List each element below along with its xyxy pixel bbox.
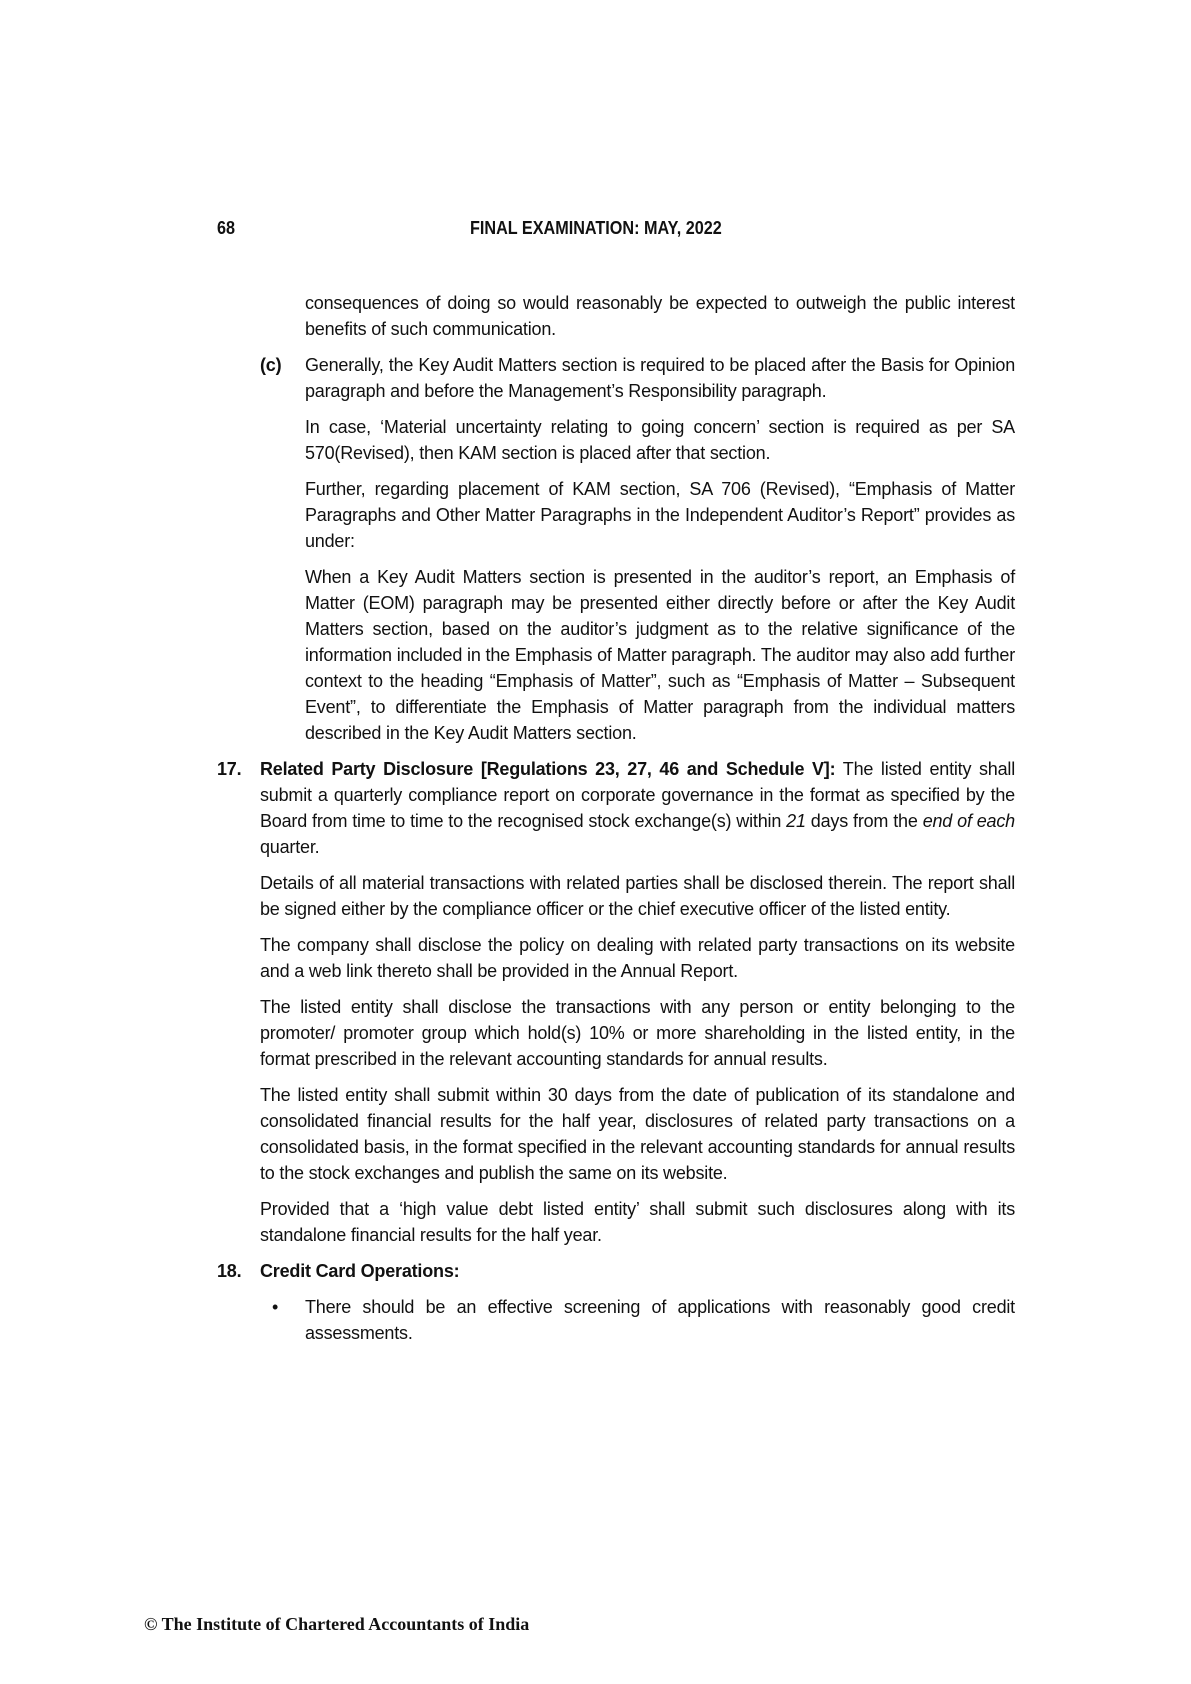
item-17-heading: Related Party Disclosure [Regulations 23, 27, 46 and Schedule V]: <box>260 759 836 779</box>
item-c <box>217 352 1015 746</box>
item-17-paragraph-2: Details of all material transactions with related parties shall be disclosed therein. The report shall be signed either by the compliance officer or the chief executive officer of the listed entity. <box>260 873 1015 919</box>
item-17-number: 17. <box>217 759 242 779</box>
item-17-text-a: The listed entity shall submit a quarterly compliance report on corporate governance in the format as specified by the Board from time to time to the recognised stock exchange(s) within <box>260 759 1015 831</box>
page-header-title: FINAL EXAMINATION: MAY, 2022 <box>469 218 722 238</box>
item-17-text-c: quarter. <box>260 837 320 857</box>
page-number: 68 <box>217 218 236 238</box>
item-17-italic-end: end of each <box>922 811 1015 831</box>
bullet-item <box>217 1294 1015 1346</box>
item-17 <box>217 756 1015 1248</box>
item-18-heading: Credit Card Operations: <box>260 1261 460 1281</box>
item-c-paragraph-4: When a Key Audit Matters section is presented in the auditor’s report, an Emphasis of Matter (EOM) paragraph may be presented either directly before or after the Key Audit Matters section, based on the auditor’s judgment as to the relative significance of the information included in the Emphasis of Matter paragraph. The auditor may also add further context to the heading “Emphasis of Matter”, such as “Emphasis of Matter – Subsequent Event”, to differentiate the Emphasis of Matter paragraph from the individual matters described in the Key Audit Matters section. <box>305 567 1015 743</box>
item-18 <box>217 1258 1015 1346</box>
item-c-paragraph-2: In case, ‘Material uncertainty relating to going concern’ section is required as per SA 570(Revised), then KAM section is placed after that section. <box>305 417 1015 463</box>
item-c-label: (c) <box>260 355 282 375</box>
item-17-paragraph-5: The listed entity shall submit within 30 days from the date of publication of its standalone and consolidated financial results for the half year, disclosures of related party transactions on a consolidated basis, in the format specified in the relevant accounting standards for annual results to the stock exchanges and publish the same on its website. <box>260 1085 1015 1183</box>
item-17-paragraph-3: The company shall disclose the policy on dealing with related party transactions on its website and a web link thereto shall be provided in the Annual Report. <box>260 935 1015 981</box>
item-c-paragraph-3: Further, regarding placement of KAM section, SA 706 (Revised), “Emphasis of Matter Paragraphs and Other Matter Paragraphs in the Independent Auditor’s Report” provides as under: <box>305 479 1015 551</box>
item-17-italic-days: 21 <box>786 811 806 831</box>
item-c-paragraph-1: Generally, the Key Audit Matters section is required to be placed after the Basis for Opinion paragraph and before the Management’s Responsibility paragraph. <box>305 355 1015 401</box>
item-17-paragraph-1 <box>217 756 1015 860</box>
page-header <box>0 218 1191 239</box>
document-body <box>217 290 1015 1356</box>
item-18-number: 18. <box>217 1261 242 1281</box>
item-17-text-b: days from the <box>810 811 918 831</box>
bullet-text: There should be an effective screening of applications with reasonably good credit assessments. <box>305 1297 1015 1343</box>
bullet-icon: • <box>272 1297 279 1317</box>
item-17-paragraph-6: Provided that a ‘high value debt listed entity’ shall submit such disclosures along with its standalone financial results for the half year. <box>260 1199 1015 1245</box>
item-17-paragraph-4: The listed entity shall disclose the transactions with any person or entity belonging to the promoter/ promoter group which hold(s) 10% or more shareholding in the listed entity, in the format prescribed in the relevant accounting standards for annual results. <box>260 997 1015 1069</box>
continuation-paragraph: consequences of doing so would reasonably be expected to outweigh the public interest benefits of such communication. <box>305 293 1015 339</box>
footer-copyright: © The Institute of Chartered Accountants of India <box>144 1614 530 1634</box>
